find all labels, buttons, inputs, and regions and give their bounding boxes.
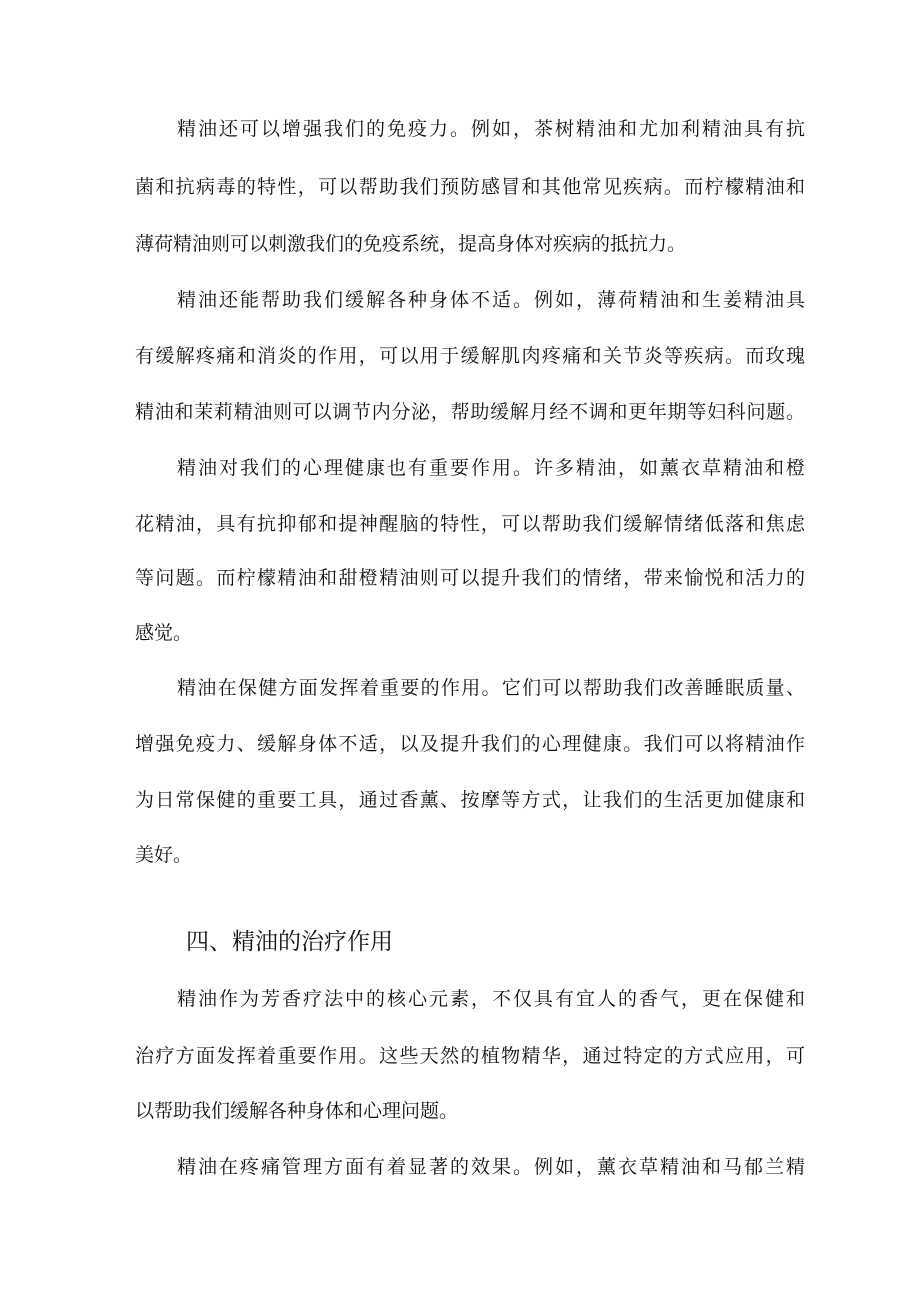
paragraph-3-line-4: 感觉。 [135,622,193,644]
paragraph-3-line-2: 花精油，具有抗抑郁和提神醒脑的特性，可以帮助我们缓解情绪低落和焦虑 [135,513,805,535]
section-paragraph-1-line-3: 以帮助我们缓解各种身体和心理问题。 [135,1100,459,1122]
paragraph-1-line-1: 精油还可以增强我们的免疫力。例如，茶树精油和尤加利精油具有抗 [177,118,805,140]
section-paragraph-1-line-1: 精油作为芳香疗法中的核心元素，不仅具有宜人的香气，更在保健和 [177,988,805,1010]
paragraph-3-line-3: 等问题。而柠檬精油和甜橙精油则可以提升我们的情绪，带来愉悦和活力的 [135,567,805,589]
paragraph-4-line-2: 增强免疫力、缓解身体不适，以及提升我们的心理健康。我们可以将精油作 [135,733,805,755]
paragraph-2-line-1: 精油还能帮助我们缓解各种身体不适。例如，薄荷精油和生姜精油具 [177,289,805,311]
section-paragraph-1-line-2: 治疗方面发挥着重要作用。这些天然的植物精华，通过特定的方式应用，可 [135,1045,805,1067]
paragraph-4-line-3: 为日常保健的重要工具，通过香薰、按摩等方式，让我们的生活更加健康和 [135,789,805,811]
section-heading: 四、精油的治疗作用 [186,929,393,955]
paragraph-1-line-3: 薄荷精油则可以刺激我们的免疫系统，提高身体对疾病的抵抗力。 [135,233,687,255]
paragraph-2-line-3: 精油和茉莉精油则可以调节内分泌，帮助缓解月经不调和更年期等妇科问题。 [135,401,805,423]
paragraph-4-line-1: 精油在保健方面发挥着重要的作用。它们可以帮助我们改善睡眠质量、 [177,677,805,699]
paragraph-2-line-2: 有缓解疼痛和消炎的作用，可以用于缓解肌肉疼痛和关节炎等疾病。而玫瑰 [135,345,805,367]
paragraph-3-line-1: 精油对我们的心理健康也有重要作用。许多精油，如薰衣草精油和橙 [177,457,805,479]
paragraph-1-line-2: 菌和抗病毒的特性，可以帮助我们预防感冒和其他常见疾病。而柠檬精油和 [135,176,805,198]
paragraph-4-line-4: 美好。 [135,844,193,866]
section-paragraph-2-line-1: 精油在疼痛管理方面有着显著的效果。例如，薰衣草精油和马郁兰精 [177,1156,805,1178]
